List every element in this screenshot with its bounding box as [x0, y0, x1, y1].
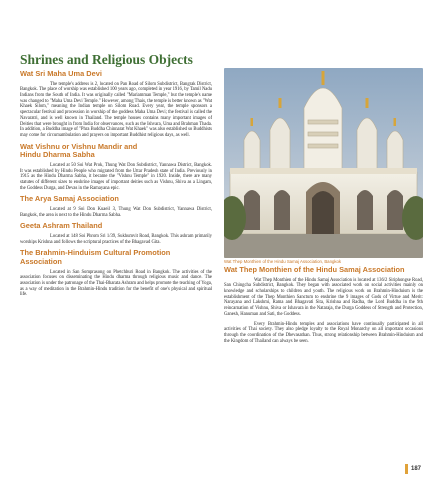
section-body-brahmin: Located in San Somprasong on Phetchburi Road in Bangkok. The activities of the association focuses on disseminating the Hindu dharma through religious music and dance. The association is under the patronage of the Thai-Bharata Ashram and helps promote the teaching of Yoga, as a way of meditation in the Brahmin-Hindu tradition for the benefit of one's physical and spiritual life. [20, 269, 212, 298]
section-heading-brahmin [20, 249, 212, 266]
section-body-arya: Located at 9 Soi Don Kuaeil 3, Thung Wat Don Subdistrict, Yannawa District, Bangkok, the area is next to the Hindu Dharma Sabha. [20, 206, 212, 218]
section-heading-uma-devi: Wat Sri Maha Uma Devi [20, 69, 102, 78]
section-heading-vishnu [20, 143, 212, 160]
page-number: 187 [411, 466, 422, 472]
section-heading-geeta: Geeta Ashram Thailand [20, 221, 103, 231]
section-body-thep-monthien-2: Every Brahmin-Hindu temples and associations have continually participated in all activities of Thai society. They also pledge loyalty to the Royal Monarchy on all important occasions through the coordination of the Dhevasathan. Thus, strong relationship between Brahmin-Hinduism and the Kingdom of Thailand can always be seen. [224, 321, 423, 344]
temple-photo [224, 68, 423, 258]
section-body-uma-devi: The temple's address is 2, located on Pan Road of Silom Subdistrict, Bangrak District, Bangkok. The place of worship was established 100 years ago, completed in year 1916, by Tamil Nadu Indians from the South of India. It was originally called "Mariamman Temple," but the temple's name was changed to "Maha Uma Devi Temple." However, among Thais, the temple is better known as "Wat Khaek Silom," meaning the Indian temple on Silom Road. Every year, the temple sponsors a spectacular festival and procession in worship of the goddess Maha Uma Devi; the festival is called the Navaratri, and is well known in Thailand. The temple houses contains many important images of Deities that were brought in from India for observances, such as the Ishvara, Uma and Brahman Thada. In addition, a Buddha image of "Phra Buddha Chinnarat Wat Khaek" was also established so Buddhists may come for circumambulation and prayers on important Buddhist religious days, as well. [20, 81, 212, 138]
photo-caption: Wat Thep Monthien of the Hindu Samaj Association, Bangkok [224, 259, 342, 264]
section-heading-arya: The Arya Samaj Association [20, 194, 119, 204]
left-column [20, 68, 212, 302]
section-heading-thep-monthien: Wat Thep Monthien of the Hindu Samaj Association [224, 265, 405, 274]
section-body-vishnu: Located at 50 Soi Wat Prok, Thung Wat Don Subdistrict, Yannawa District, Bangkok. It was established by Hindu People who migrated from the Uttar Pradesh state of India. Previously in 1915 as the Hindu Dharma Sabha, it became the "Vishnu Temple" in 1920. Inside, there are many statutes of different sizes to enshrine images of important deities such as Vishnu, Shiva as a Lingam, the Goddess Durga, and Devas in the Ramayana epic. [20, 162, 212, 191]
page-number-bar [405, 464, 408, 474]
section-heading-vishnu-line1: Wat Vishnu or Vishnu Mandir and [20, 141, 138, 151]
section-body-geeta: Located at 148 Soi Phrom Sri 1/39, Sukhumvit Road, Bangkok. This ashram primarily worships Krishna and follows the scriptural practices of the Bhagavad Gita. [20, 233, 212, 245]
right-column [224, 68, 423, 348]
temple-illustration [224, 68, 423, 258]
section-heading-brahmin-line2: Association [20, 256, 62, 266]
page-title: Shrines and Religious Objects [20, 52, 193, 67]
section-body-thep-monthien-1: Wat Thep Monthien of the Hindu Samaj Association is located at 136/2 Siriphongse Road, San Chingcha Subdistrict, Bangkok. They began with associated work on social activities mainly on knowledge and scholarships to children and youth. The religious work on Brahmin-Hinduism is the establishment of the Thep Monthien Sanctum to enshrine the 9 images of Gods of Virtue and Merit: Narayana and Lakshmi, Rama and Bhagavati Sita, Krishna and Radha, the Lord Buddha in the 9th reincarnation of Vishnu, Shiva or Ishavara in the Nataraja, the Durga Goddess of Strength and Protection, Ganesh, Hanuman and Sati, the Goddess. [224, 277, 423, 317]
section-heading-brahmin-line1: The Brahmin-Hinduism Cultural Promotion [20, 248, 171, 258]
section-heading-vishnu-line2: Hindu Dharma Sabha [20, 150, 95, 160]
